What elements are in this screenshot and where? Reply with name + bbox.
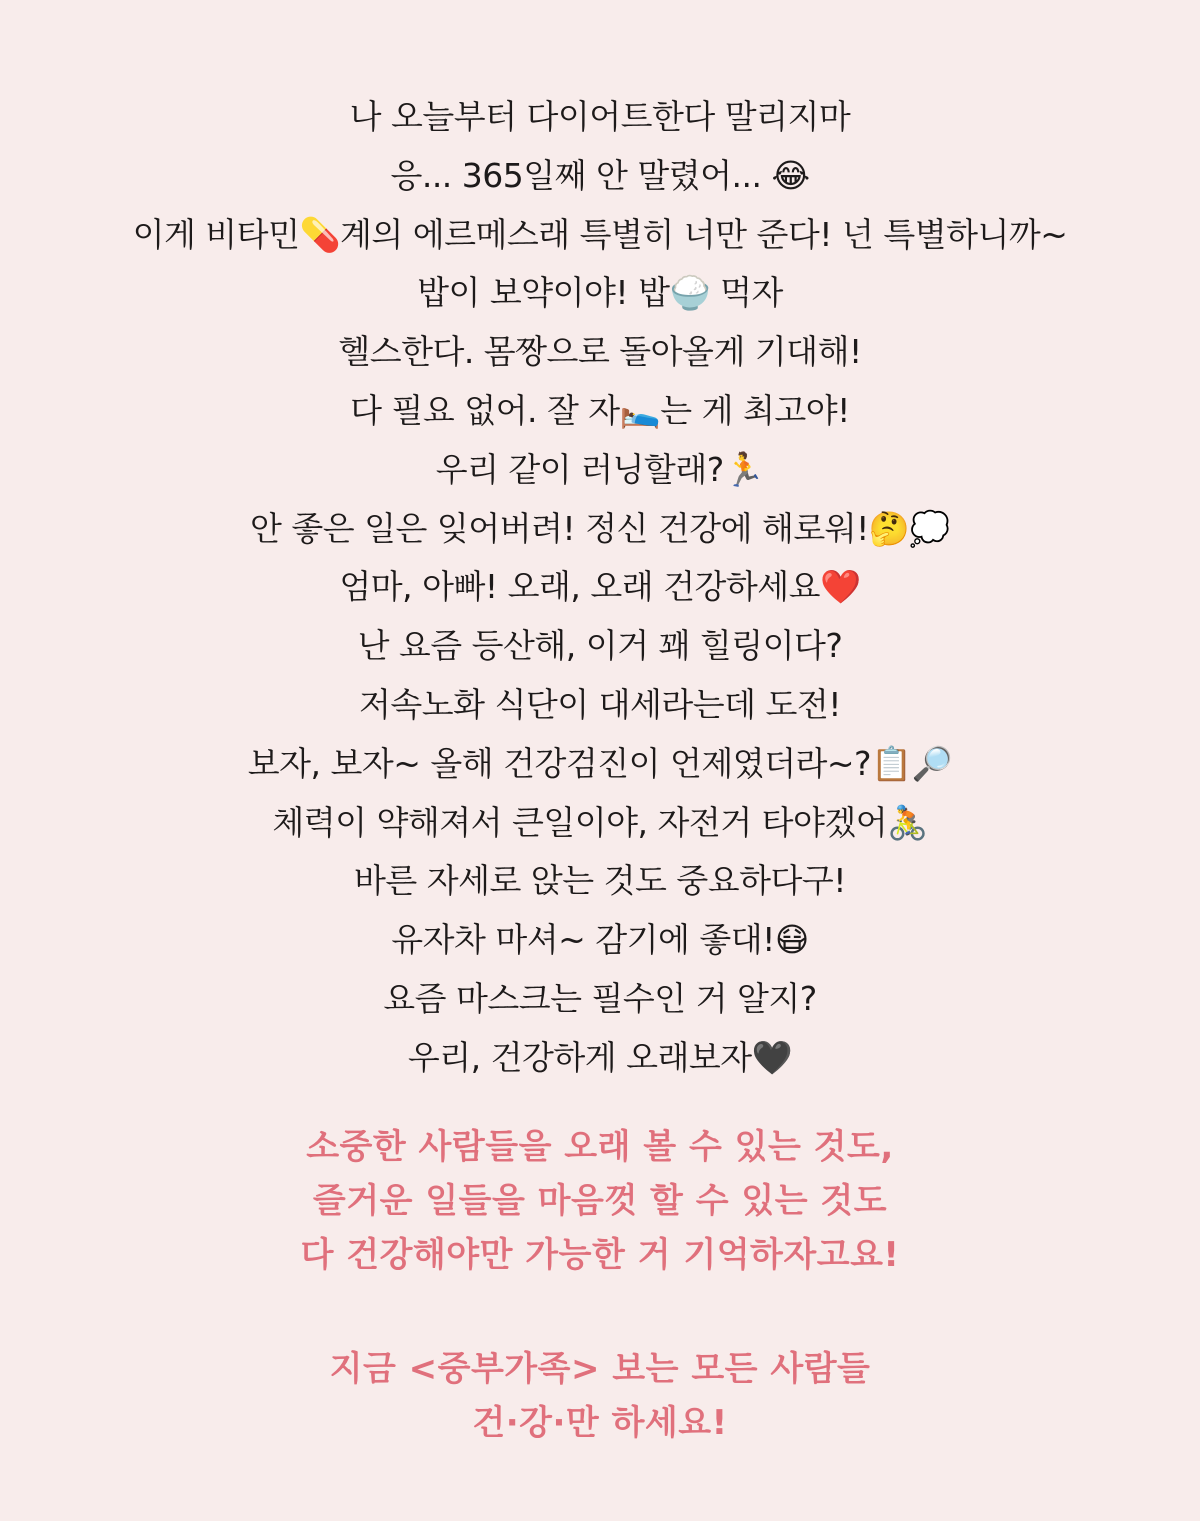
message-line-bicycle: 체력이 약해져서 큰일이야, 자전거 타야겠어🚴 (272, 802, 928, 842)
message-line-slow-aging: 저속노화 식단이 대세라는데 도전! (359, 684, 841, 724)
message-line-vitamin: 이게 비타민💊계의 에르메스래 특별히 너만 준다! 넌 특별하니까~ (132, 214, 1068, 254)
message-line-mask: 요즘 마스크는 필수인 거 알지? (383, 978, 817, 1018)
closing-line: 지금 <중부가족> 보는 모든 사람들 (329, 1349, 871, 1389)
message-lines (0, 88, 1200, 1088)
message-line-citron-tea: 유자차 마셔~ 감기에 좋대!😷 (391, 920, 809, 960)
message-line-365-days: 응... 365일째 안 말렸어... 😂 (390, 155, 810, 195)
message-line-running: 우리 같이 러닝할래?🏃 (435, 449, 765, 489)
message-line-diet: 나 오늘부터 다이어트한다 말리지마 (349, 97, 851, 136)
message-line-rice: 밥이 보약이야! 밥🍚 먹자 (417, 273, 783, 313)
message-line-posture: 바른 자세로 앉는 것도 중요하다구! (354, 861, 846, 901)
closing-line: 건·강·만 하세요! (472, 1403, 728, 1443)
closing-line: 소중한 사람들을 오래 볼 수 있는 것도, (306, 1127, 894, 1167)
closing-paragraph-1 (0, 1120, 1200, 1282)
message-line-stay-healthy: 우리, 건강하게 오래보자🖤 (407, 1037, 793, 1077)
message-line-gym: 헬스한다. 몸짱으로 돌아올게 기대해! (338, 332, 862, 372)
message-line-hiking: 난 요즘 등산해, 이거 꽤 힐링이다? (357, 626, 843, 666)
message-line-checkup: 보자, 보자~ 올해 건강검진이 언제였더라~?📋🔎 (247, 743, 953, 783)
closing-line: 즐거운 일들을 마음껏 할 수 있는 것도 (312, 1181, 888, 1221)
message-line-parents: 엄마, 아빠! 오래, 오래 건강하세요❤️ (339, 567, 861, 607)
message-line-sleep: 다 필요 없어. 잘 자🛌는 게 최고야! (350, 390, 850, 430)
closing-paragraph-2 (0, 1342, 1200, 1450)
closing-line: 다 건강해야만 가능한 거 기억하자고요! (300, 1235, 900, 1275)
message-line-mental-health: 안 좋은 일은 잊어버려! 정신 건강에 해로워!🤔💭 (249, 508, 950, 548)
